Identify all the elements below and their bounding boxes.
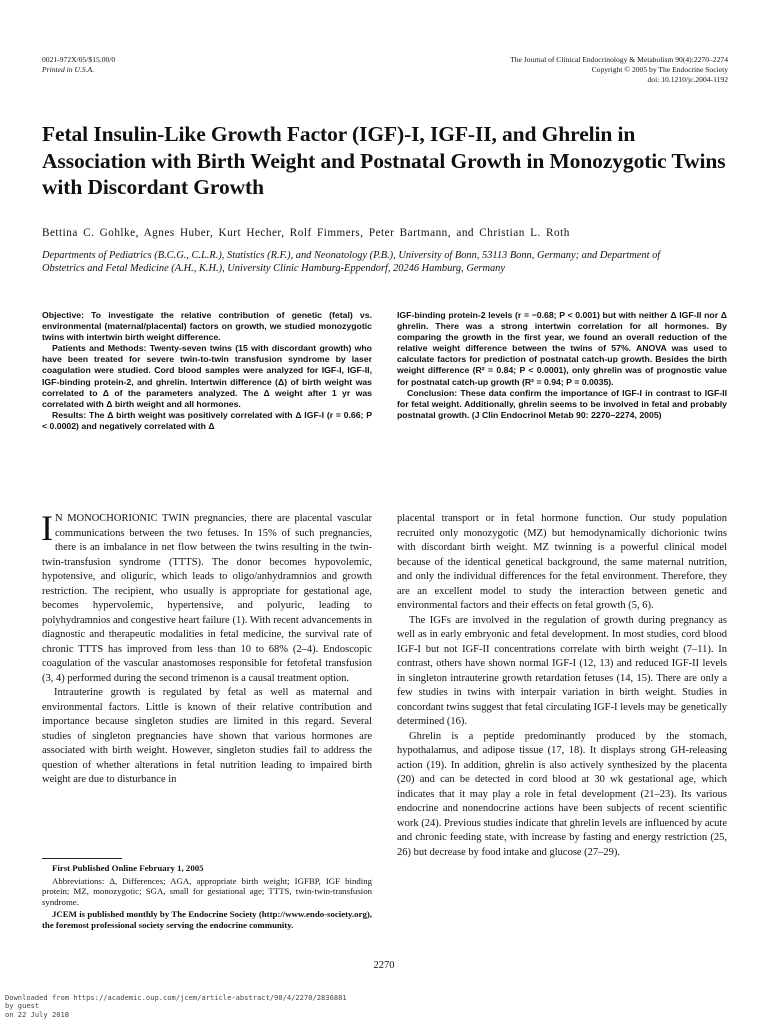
doi: doi: 10.1210/jc.2004-1192 xyxy=(647,75,728,84)
affiliations: Departments of Pediatrics (B.C.G., C.L.R.), Statistics (R.F.), and Neonatology (P.B.), University of Bonn, 53113 Bonn, Germany; and Department of Obstetrics and Fetal Medicine (A.H., K.H.), University Clinic Hamburg-Eppendorf, 20246 Hamburg, Germany xyxy=(42,250,661,274)
download-date: on 22 July 2018 xyxy=(5,1009,70,1019)
intro-paragraph-1-text: N MONOCHORIONIC TWIN pregnancies, there are placental vascular communications between the two fetuses. In 15% of such pregnancies, there is an imbalance in net flow between the twins resulting in the twin-twin-transfusion syndrome (TTTS). The donor becomes hypovolemic, hypotensive, and oliguric, which leads to oligo/anhydramnios and growth restriction. The recipient, who usually is appropriate for gestational age, becomes hypervolemic, hypertensive, and polyuric, leading to polyhydramnios and congestive heart failure (1). With recent advancements in diagnostic and therapeutic modalities in fetal medicine, the survival rate of chronic TTTS has improved from less than 10 to 68% (2–4). Endoscopic coagulation of the vascular anastomoses responsible for fetofetal transfusion (3, 4) performed during the second trimenon is a causal treatment option. xyxy=(42,513,372,684)
page-number: 2270 xyxy=(373,960,395,971)
journal-code-header xyxy=(42,55,115,75)
body-paragraph-igfs: The IGFs are involved in the regulation of growth during pregnancy as well as in early embryonic and fetal development. In most studies, cord blood IGF-I but not IGF-II concentrations correlate with birth weight (7–11). In contrast, others have shown normal IGF-I (12, 13) and reduced IGF-II levels in singleton intrauterine growth retardation fetuses (14, 15). There are only a few studies in twins with interpair variation in birth weight. Studies in concordant twins suggest that fetal circulating IGF-I levels may be genetically determined (16). xyxy=(397,614,727,727)
footnote-divider xyxy=(42,858,122,859)
journal-citation-header xyxy=(510,55,728,85)
footnotes xyxy=(42,863,372,933)
first-published-note: First Published Online February 1, 2005 xyxy=(52,863,204,873)
download-source: Downloaded from https://academic.oup.com/jcem/article-abstract/90/4/2270/2836881 xyxy=(5,993,347,1002)
abstract-right-column xyxy=(397,310,727,421)
body-right-column xyxy=(397,512,727,860)
download-user: by guest xyxy=(5,1001,40,1011)
abbreviations-note: Abbreviations: Δ, Differences; AGA, appropriate birth weight; IGFBP, IGF binding protein; MZ, monozygotic; SGA, small for gestational age; TTTS, twin-twin-transfusion syndrome. xyxy=(42,875,372,907)
body-paragraph-ghrelin: Ghrelin is a peptide predominantly produced by the stomach, hypothalamus, and adipose tissue (17, 18). It displays strong GH-releasing action (19). In addition, ghrelin is also actively synthesized by the placenta (20) and can be detected in cord blood at 30 wk gestational age, which indicates that it may play a role in fetal development (21–23). Its various endocrine and nonendocrine actions have been subjects of recent scientific work (24). Previous studies indicate that ghrelin levels are influenced by acute and chronic feeding state, with increase by fasting and energy restriction (25, 26) but decrease by food intake and glucose (27–29). xyxy=(397,730,727,858)
abstract-objective: Objective: To investigate the relative contribution of genetic (fetal) vs. environmental (maternal/placental) factors on growth, we studied monozygotic twins with intertwin birth weight difference. xyxy=(42,310,372,343)
abstract-conclusion: Conclusion: These data confirm the importance of IGF-I in contrast to IGF-II for fetal weight. Additionally, ghrelin seems to be involved in fetal and probably postnatal growth. (J Clin Endocrinol Metab 90: 2270–2274, 2005) xyxy=(397,387,727,420)
body-paragraph-continued: placental transport or in fetal hormone function. Our study population recruited only monozygotic (MZ) but hemodynamically dichorionic twins with discordant birth weight. MZ twinning is a powerful clinical model because of the identical genetical background, the same maternal nutrition, and only the individual differences for the fetal environment. Therefore, they are an excellent model to study the interaction between genetic and environmental factors and their effects on fetal growth (5, 6). xyxy=(397,513,727,611)
abstract-left-column xyxy=(42,310,372,432)
body-left-column xyxy=(41,508,372,788)
download-watermark xyxy=(5,994,347,1019)
issn-price: 0021-972X/05/$15.00/0 xyxy=(42,55,116,64)
jcem-note: JCEM is published monthly by The Endocrine Society (http://www.endo-society.org), the foremost professional society serving the endocrine community. xyxy=(42,909,372,930)
author-list: Bettina C. Gohlke, Agnes Huber, Kurt Hecher, Rolf Fimmers, Peter Bartmann, and Christian L. Roth xyxy=(42,227,570,239)
abstract-results-end: IGF-binding protein-2 levels (r = −0.68; P < 0.001) but with neither Δ IGF-II nor Δ ghrelin. There was a strong intertwin correlation for all hormones. By comparing the growth in the first year, we found an overall reduction of the relative weight difference between the twins of 57%. ANOVA was used to calculate factors for prediction of postnatal catch-up growth. Besides the birth weight difference (R² = 0.84; P < 0.0001), only ghrelin was of prognostic value for postnatal catch-up growth (R² = 0.94; P = 0.0035). xyxy=(397,310,727,387)
journal-name: The Journal of Clinical Endocrinology & Metabolism 90(4):2270–2274 xyxy=(510,55,728,64)
copyright: Copyright © 2005 by The Endocrine Society xyxy=(591,65,728,74)
intro-paragraph-1 xyxy=(41,508,372,686)
printed-in: Printed in U.S.A. xyxy=(42,65,95,74)
abstract-methods: Patients and Methods: Twenty-seven twins (15 with discordant growth) who have been treated for severe twin-to-twin transfusion syndrome by laser coagulation were studied. Cord blood samples were analyzed for IGF-I, IGF-II, IGF-binding protein-2, and ghrelin. Intertwin difference (Δ) of birth weight was correlated to Δ of the parameters analyzed. The Δ weight after 1 yr was correlated with Δ birth weight and all hormones. xyxy=(42,343,372,409)
drop-cap: I xyxy=(41,508,53,548)
article-title: Fetal Insulin-Like Growth Factor (IGF)-I, IGF-II, and Ghrelin in Association with Birth Weight and Postnatal Growth in Monozygotic Twins with Discordant Growth xyxy=(42,122,726,199)
intro-paragraph-2: Intrauterine growth is regulated by fetal as well as maternal and environmental factors. Little is known of their relative contribution and importance because singleton studies are limited in this regard. Several studies of singleton pregnancies have shown that various hormones are associated with birth weight. However, singleton studies fail to address the question of whether alterations in fetal nutrition leading to impaired birth weight are due to disturbance in xyxy=(42,687,372,785)
abstract-results-start: Results: The Δ birth weight was positively correlated with Δ IGF-I (r = 0.66; P < 0.0002) and negatively correlated with Δ xyxy=(42,409,372,431)
